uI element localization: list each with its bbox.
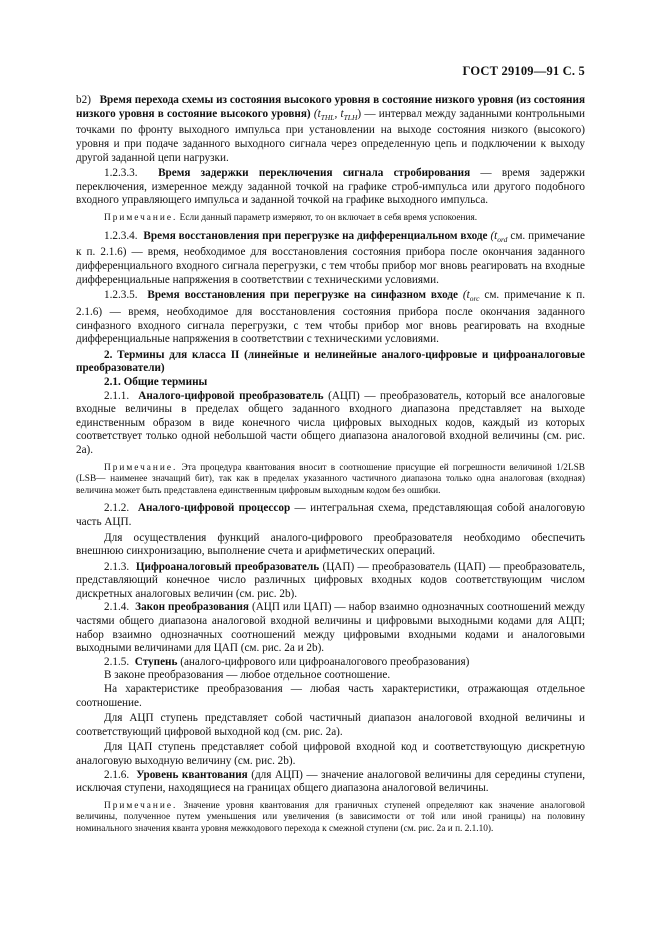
term-215: Ступень — [134, 655, 178, 668]
term-211: Аналого-цифровой преобразователь — [138, 389, 324, 402]
paragraph-b2: b2) Время перехода схемы из состояния высокого уровня в состояние низкого уровня (из состояния низкого уровня в состояние высокого уровня) ($t_{THL}$, $t_{TLH}$) — интервал между заданными контрольными точками по фронту выходного импульса при установлении на выходе состояния низкого (высокого) уровня и при подаче заданного выходного сигнала через определенную цепь и подключении к выходу другой заданной цепи нагрузки. — [76, 94, 586, 164]
term-1234: Время восстановления при перегрузке на дифференциальном входе — [143, 229, 488, 242]
section-2-1-heading: 2.1. Общие термины — [104, 375, 208, 388]
paragraph-212b: Для осуществления функций аналого-цифрового преобразователя необходимо обеспечить внешнюю синхронизацию, выполнение счета и арифметических операций. — [76, 531, 585, 558]
paragraph-215d: Для АЦП ступень представляет собой частичный диапазон аналоговой входной величины и соответствующий цифровой выходной код (см. рис. 2a). — [76, 712, 585, 738]
paragraph-1234: 1.2.3.4. Время восстановления при перегрузке на дифференциальном входе ($t_{ord}$ см. примечание к п. 2.1.6) — время, необходимое для восстановления состояния прибора после окончания заданного дифференциального входного сигнала перегрузки, с тем чтобы прибор мог вновь реагировать на входные дифференциальные напряжения в соответствии с техническими условиями. — [76, 229, 586, 286]
term-216: Уровень квантования — [136, 768, 248, 781]
paragraph-216: 2.1.6. Уровень квантования (для АЦП) — значение аналоговой величины для середины ступени, исключая ступени, находящиеся на границах общего диапазона аналоговой величины. — [76, 768, 586, 795]
note-2: Примечание. Эта процедура квантования вносит в соотношение присущие ей погрешности величиной 1/2LSB (LSB— наименее значащий бит), так как в пределах указанного частичного диапазона только одна аналоговая (входная) величина может быть представлена единственным цифровым выходным кодом без ошибки. — [76, 462, 586, 496]
document-body — [76, 94, 585, 841]
page-header: ГОСТ 29109—91 С. 5 — [462, 64, 585, 78]
fraction-half: 1/2 — [556, 462, 568, 473]
paragraph-215e: Для ЦАП ступень представляет собой цифровой входной код и соответствующую дискретную аналоговую выходную величину (см. рис. 2b). — [76, 741, 585, 768]
paragraph-1233: 1.2.3.3. Время задержки переключения сигнала стробирования — время задержки переключения, измеренное между заданной точкой на графике строб-импульса или другого подобного входного управляющего импульса и заданной точкой на графике выходного импульса. — [76, 167, 585, 207]
section-2-heading: 2. Термины для класса II (линейные и нелинейные аналого-цифровые и цифроаналоговые преобразователи) — [76, 348, 585, 375]
term-1233: Время задержки переключения сигнала стробирования — [158, 167, 471, 180]
paragraph-215b: В законе преобразования — любое отдельное соотношение. — [104, 669, 391, 682]
note-1: Примечание. Если данный параметр измеряют, то он включает в себя время успокоения. — [104, 212, 478, 223]
term-213: Цифроаналоговый преобразователь — [135, 560, 320, 573]
term-212: Аналого-цифровой процессор — [137, 502, 291, 515]
paragraph-211: 2.1.1. Аналого-цифровой преобразователь (АЦП) — преобразователь, который все аналоговые входные величины в пределах общего заданного входного диапазона представляет на выходе единственным образом в виде конечного числа цифровых выходных кодов, каждый из которых соответствует только одной небольшой части общего диапазона аналоговой входной величины (см. рис. 2a). — [76, 389, 586, 456]
paragraph-215c: На характеристике преобразования — любая часть характеристики, отражающая отдельное соотношение. — [76, 683, 585, 709]
term-214: Закон преобразования — [135, 601, 249, 614]
term-1235: Время восстановления при перегрузке на синфазном входе — [147, 289, 458, 302]
paragraph-212: 2.1.2. Аналого-цифровой процессор — интегральная схема, представляющая собой аналоговую часть АЦП. — [76, 502, 586, 528]
term-b2: Время перехода схемы из состояния высокого уровня в состояние низкого уровня (из состояния низкого уровня в состояние высокого уровня) — [76, 94, 585, 120]
note-3: Примечание. Значение уровня квантования для граничных ступеней определяют как значение аналоговой величины, полученное путем уменьшения или увеличения (в зависимости от той или иной границы) на половину номинального значения кванта уровня межкодового перехода к смежной ступени (см. рис. 2a и п. 2.1.10). — [76, 800, 586, 834]
paragraph-213: 2.1.3. Цифроаналоговый преобразователь (ЦАП) — преобразователь (ЦАП) — преобразователь, представляющий конечное число различных цифровых входных кодов соответствующим числом дискретных аналоговых величин (см. рис. 2b). — [76, 560, 586, 600]
paragraph-1235: 1.2.3.5. Время восстановления при перегрузке на синфазном входе ($t_{orc}$ см. примечание к п. 2.1.6) — время, необходимое для восстановления состояния прибора после окончания заданного синфазного входного сигнала перегрузки, с тем чтобы прибор мог вновь реагировать на входные дифференциальные напряжения в соответствии с техническими условиями. — [76, 289, 586, 346]
paragraph-214: 2.1.4. Закон преобразования (АЦП или ЦАП) — набор взаимно однозначных соотношений между частями общего диапазона аналоговой входной величины и цифровыми выходными кодами для АЦП; набор взаимно однозначных соотношений между цифровыми входными кодами и аналоговыми выходными величинами для ЦАП (см. рис. 2a и 2b). — [76, 601, 586, 655]
paragraph-215: 2.1.5. Ступень (аналого-цифрового или цифроаналогового преобразования) — [104, 655, 470, 668]
